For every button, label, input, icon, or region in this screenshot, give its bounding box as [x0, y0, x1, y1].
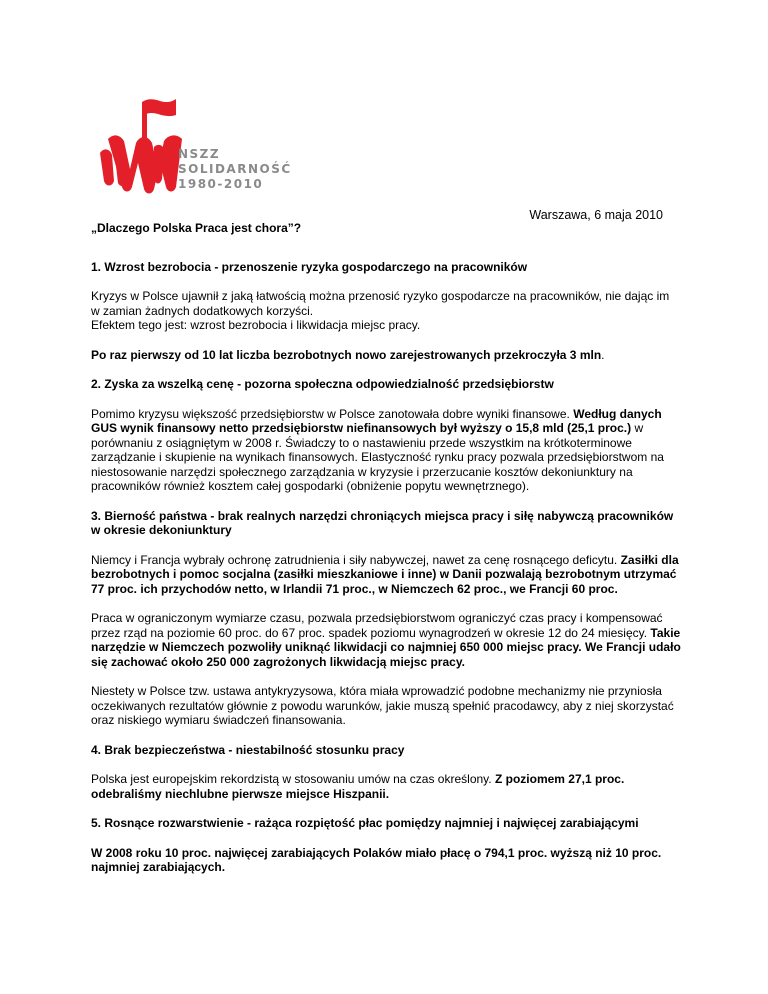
logo-line-nszz: NSZZ: [178, 147, 221, 161]
section-2-heading: 2. Zyska za wszelką cenę - pozorna społeczna odpowiedzialność przedsiębiorstw: [91, 377, 554, 391]
section-1-period: .: [601, 347, 605, 362]
section-4-heading: 4. Brak bezpieczeństwa - niestabilność stosunku pracy: [91, 742, 405, 757]
section-1-heading: 1. Wzrost bezrobocia - przenoszenie ryzyka gospodarczego na pracowników: [91, 259, 528, 274]
section-4-paragraph: [91, 772, 681, 801]
section-3-text-a: Niemcy i Francja wybrały ochronę zatrudnienia i siły nabywczej, nawet za cenę rosnącego deficytu.: [91, 552, 621, 567]
section-1-highlight: Po raz pierwszy od 10 lat liczba bezrobotnych nowo zarejestrowanych przekroczyła 3 mln: [91, 347, 602, 362]
section-3-text-b: Praca w ograniczonym wymiarze czasu, pozwala przedsiębiorstwom ograniczyć czas pracy i kompensować przez rząd na poziomie 60 proc. do 67 proc. spadek poziomu wynagrodzeń w okresie 12 do 24 miesięcy.: [91, 611, 663, 640]
document-body: [91, 218, 681, 875]
section-5-heading: 5. Rosnące rozwarstwienie - rażąca rozpiętość płac pomiędzy najmniej i najwięcej zarabiającymi: [91, 816, 639, 830]
section-3-heading: 3. Bierność państwa - brak realnych narzędzi chroniących miejsca pracy i siłę nabywczą pracowników w okresie dekoniunktury: [91, 508, 674, 537]
section-3-highlight-2: Takie narzędzie w Niemczech pozwoliły uniknąć likwidacji co najmniej 650 000 miejsc pracy. We Francji udało się zachować około 250 000 zagrożonych likwidacją miejsc pracy.: [91, 625, 681, 669]
section-1-paragraph-1: Kryzys w Polsce ujawnił z jaką łatwością można przenosić ryzyko gospodarcze na pracowników, nie dając im w zamian żadnych dodatkowych korzyści.: [91, 289, 670, 318]
section-2-text-a: Pomimo kryzysu większość przedsiębiorstw w Polsce zanotowała dobre wyniki finansowe.: [91, 406, 574, 421]
section-5-paragraph: [91, 846, 681, 875]
section-5-highlight: W 2008 roku 10 proc. najwięcej zarabiających Polaków miało płacę o 794,1 proc. wyższą niż 10 proc. najmniej zarabiających.: [91, 845, 662, 874]
section-1-paragraph-3: [91, 348, 681, 363]
section-2-highlight: Według danych GUS wynik finansowy netto przedsiębiorstw niefinansowych był wyższy o 15,8 mld (25,1 proc.): [91, 406, 662, 435]
section-3-highlight-1: Zasiłki dla bezrobotnych i pomoc socjalna (zasiłki mieszkaniowe i inne) w Danii pozwalają bezrobotnym utrzymać 77 proc. ich przychodów netto, w Irlandii 71 proc., w Niemczech 62 proc., we Francji 60 proc.: [91, 552, 679, 596]
section-2-paragraph: [91, 407, 681, 494]
document-title: „Dlaczego Polska Praca jest chora”?: [91, 221, 302, 235]
document-date: Warszawa, 6 maja 2010: [529, 208, 663, 222]
section-3-paragraph-3: Niestety w Polsce tzw. ustawa antykryzysowa, która miała wprowadzić podobne mechanizmy nie przyniosła oczekiwanych rezultatów głównie z powodu warunków, jakie muszą spełnić pracodawcy, aby z niej skorzystać oraz niskiego wymiaru świadczeń finansowania.: [91, 684, 674, 727]
section-3-paragraph-2: [91, 611, 681, 669]
logo-line-solidarnosc: SOLIDARNOŚĆ: [178, 162, 292, 176]
section-3-paragraph-1: [91, 553, 681, 597]
logo-wordmark: [178, 147, 292, 192]
logo-line-years: 1980-2010: [178, 177, 264, 191]
section-4-highlight: Z poziomem 27,1 proc. odebraliśmy niechlubne pierwsze miejsce Hiszpanii.: [91, 772, 625, 801]
section-1-paragraph-2: Efektem tego jest: wzrost bezrobocia i likwidacja miejsc pracy.: [91, 318, 421, 332]
section-4-text: Polska jest europejskim rekordzistą w stosowaniu umów na czas określony.: [91, 772, 495, 786]
section-2-text-b: w porównaniu z osiągniętym w 2008 r. Świadczy to o nastawieniu przede wszystkim na krótkoterminowe zarządzanie i skupienie na wynikach finansowych. Elastyczność rynku pracy pozwala przedsiębiorstwom na niestosowanie narzędzi społecznego zarządzania w kryzysie i przerzucanie kosztów dekoniunktury na pracowników również kosztem całej gospodarki (obniżenie popytu wewnętrznego).: [91, 421, 664, 493]
